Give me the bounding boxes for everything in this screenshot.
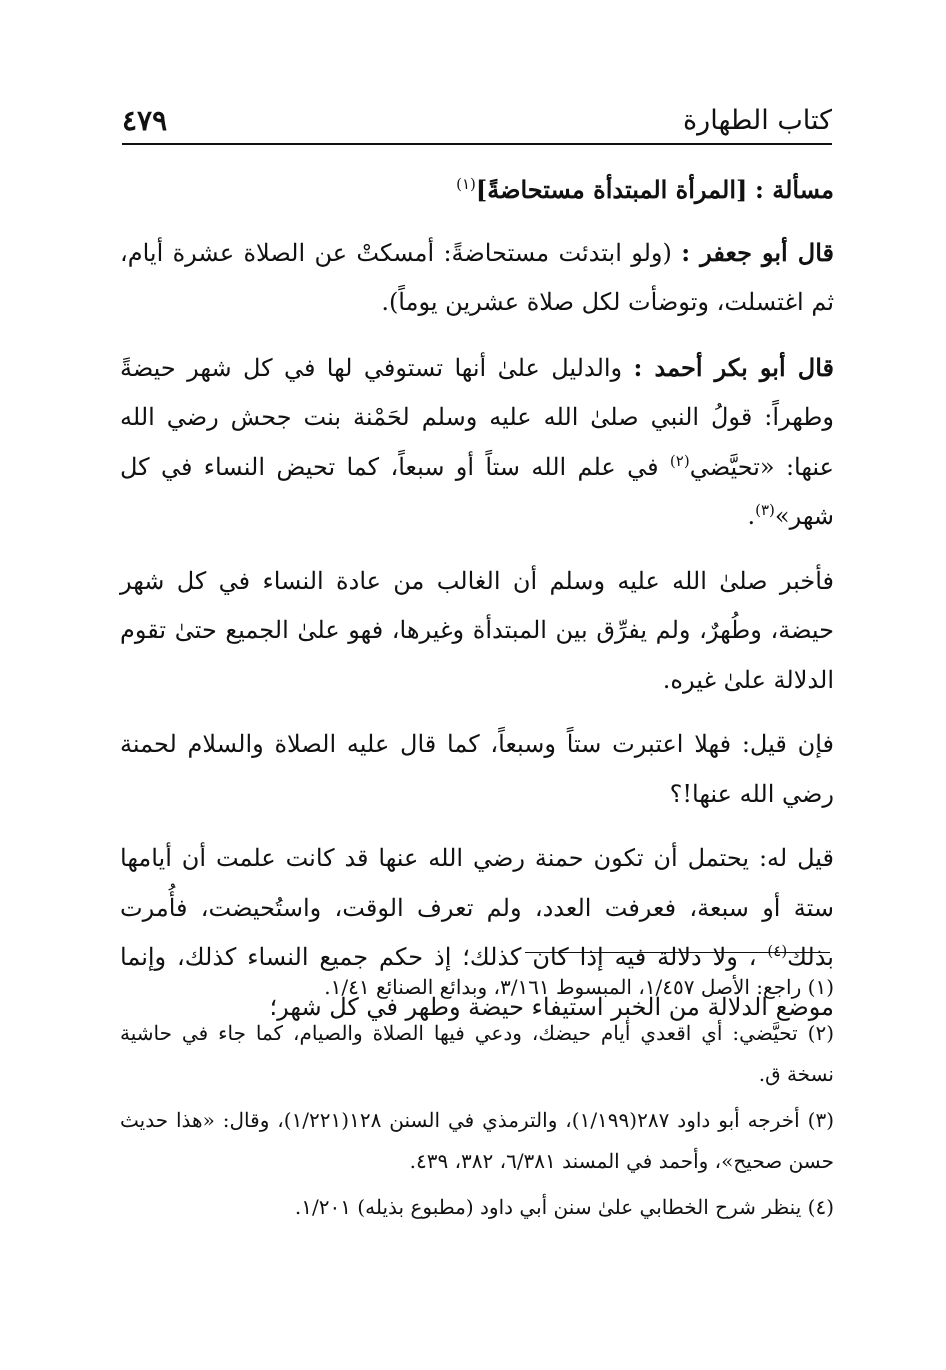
page-number: ٤٧٩ [122, 104, 168, 137]
footnote-ref-2: (٢) [669, 451, 690, 470]
footnote-ref-4: (٤) [767, 942, 788, 960]
paragraph-text: . [747, 502, 756, 530]
speaker-abu-bakr: قال أبو بكر أحمد : [633, 352, 834, 382]
issue-heading [120, 165, 834, 216]
paragraph-text: ، ولا دلالة فيه إذا كان كذلك؛ إذ حكم جميع النساء كذلك، وإنما موضع الدلالة من الخبر استيفاء حيضة وطهر في كل شهر؛ [120, 943, 834, 1021]
paragraph-objection: فإن قيل: فهلا اعتبرت ستاً وسبعاً، كما قال عليه الصلاة والسلام لحمنة رضي الله عنها!؟ [120, 730, 834, 808]
running-title: كتاب الطهارة [683, 105, 832, 136]
footnote-3: (٣) أخرجه أبو داود ٢٨٧(١/١٩٩)، والترمذي في السنن ١٢٨(١/٢٢١)، وقال: «هذا حديث حسن صحيح»، وأحمد في المسند ٦/٣٨١، ٣٨٢، ٤٣٩. [120, 1108, 834, 1173]
paragraph-text: (ولو ابتدئت مستحاضةً: أمسكتْ عن الصلاة عشرة أيام، ثم اغتسلت، وتوضأت لكل صلاة عشرين يوماً). [120, 238, 834, 316]
footnote-ref-3: (٣) [755, 501, 775, 519]
footnote-2: (٢) تحيَّضي: أي اقعدي أيام حيضك، ودعي فيها الصلاة والصيام، كما جاء في حاشية نسخة ق. [120, 1021, 834, 1086]
paragraph-text: في علم الله ستاً أو سبعاً، كما تحيض النساء في كل شهر» [120, 452, 834, 530]
paragraph-abu-bakr [120, 343, 834, 542]
footnote-separator [525, 952, 830, 953]
footnote-1: (١) راجع: الأصل ١/٤٥٧، المبسوط ٣/١٦١، وبدائع الصنائع ١/٤١. [324, 975, 834, 999]
paragraph-text: والدليل علىٰ أنها تستوفي لها في كل شهر حيضةً وطهراً: قولُ النبي صلىٰ الله عليه وسلم لحَمْنة بنت جحش رضي الله عنها: «تحيَّضي [120, 353, 834, 481]
main-text [120, 165, 834, 1047]
footnote-4: (٤) ينظر شرح الخطابي علىٰ سنن أبي داود (مطبوع بذيله) ١/٢٠١. [294, 1195, 834, 1219]
speaker-abu-jafar: قال أبو جعفر : [681, 237, 834, 267]
footnotes [120, 967, 834, 1233]
page-header [122, 100, 832, 142]
issue-label: مسألة : [755, 175, 834, 204]
issue-title: [المرأة المبتدأة مستحاضةً] [475, 175, 748, 204]
paragraph-abu-jafar [120, 228, 834, 328]
header-rule [122, 143, 832, 145]
paragraph-explanation: فأخبر صلىٰ الله عليه وسلم أن الغالب من عادة النساء في كل شهر حيضة، وطُهرٌ، ولم يفرِّق بين المبتدأة وغيرها، فهو علىٰ الجميع حتىٰ تقوم الدلالة علىٰ غيره. [120, 566, 834, 694]
footnote-ref-1: (١) [456, 175, 476, 193]
paragraph-text: قيل له: يحتمل أن تكون حمنة رضي الله عنها قد كانت علمت أن أيامها ستة أو سبعة، فعرفت العدد، ولم تعرف الوقت، واستُحيضت، فأُمرت بذلك [120, 844, 834, 971]
